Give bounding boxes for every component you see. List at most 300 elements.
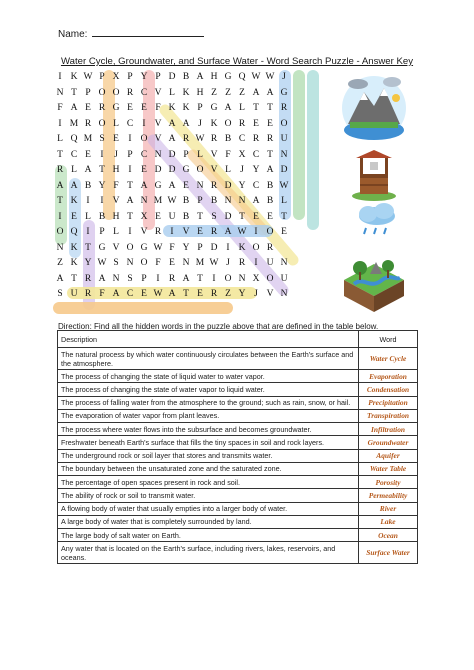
grid-letter[interactable]: B — [182, 211, 190, 222]
grid-letter[interactable]: A — [56, 273, 64, 284]
grid-letter[interactable]: R — [84, 289, 92, 299]
grid-letter[interactable]: X — [238, 149, 246, 160]
grid-letter[interactable]: T — [197, 211, 203, 222]
grid-letter[interactable]: A — [224, 103, 232, 113]
grid-letter[interactable]: K — [70, 196, 78, 206]
grid-letter[interactable]: O — [224, 118, 232, 129]
answer-word-cell: Aquifer — [359, 449, 418, 462]
grid-letter[interactable]: R — [98, 103, 106, 113]
grid-letter[interactable]: R — [238, 118, 246, 129]
grid-letter[interactable]: D — [168, 72, 176, 82]
grid-letter[interactable]: W — [195, 134, 205, 144]
grid-letter[interactable]: R — [280, 103, 288, 113]
answer-word-cell: Permeability — [359, 489, 418, 502]
grid-letter[interactable]: K — [70, 258, 78, 268]
illustrations — [336, 72, 436, 322]
answer-word-cell: Precipitation — [359, 396, 418, 409]
grid-letter[interactable]: Y — [98, 180, 106, 191]
grid-letter[interactable]: V — [210, 165, 218, 175]
grid-letter[interactable]: M — [83, 134, 93, 144]
table-row — [58, 423, 418, 436]
grid-letter[interactable]: P — [197, 103, 203, 113]
grid-letter[interactable]: E — [113, 134, 119, 144]
grid-letter[interactable]: L — [225, 165, 231, 175]
grid-letter[interactable]: C — [126, 118, 134, 129]
grid-letter[interactable]: T — [71, 273, 77, 284]
grid-letter[interactable]: I — [86, 227, 90, 237]
grid-letter[interactable]: F — [169, 242, 175, 253]
grid-letter[interactable]: N — [280, 289, 288, 299]
grid-letter[interactable]: N — [280, 258, 288, 268]
grid-letter[interactable]: G — [98, 242, 106, 253]
rain-cloud-illustration — [354, 202, 400, 236]
grid-letter[interactable]: B — [182, 72, 190, 82]
grid-letter[interactable]: S — [211, 211, 217, 222]
answer-word-cell: Transpiration — [359, 409, 418, 422]
grid-letter[interactable]: A — [168, 180, 176, 191]
grid-letter[interactable]: D — [210, 242, 218, 253]
grid-letter[interactable]: K — [168, 103, 176, 113]
grid-letter[interactable]: A — [168, 134, 176, 144]
grid-letter[interactable]: W — [251, 72, 261, 82]
grid-letter[interactable]: T — [183, 289, 189, 299]
grid-letter[interactable]: Q — [70, 134, 78, 144]
grid-letter[interactable]: C — [252, 180, 260, 191]
grid-letter[interactable]: G — [140, 242, 148, 253]
grid-letter[interactable]: L — [281, 196, 287, 206]
grid-letter[interactable]: E — [267, 118, 273, 129]
grid-letter[interactable]: R — [154, 227, 162, 237]
grid-letter[interactable]: T — [239, 211, 245, 222]
grid-letter[interactable]: J — [240, 165, 244, 175]
grid-letter[interactable]: R — [126, 87, 134, 98]
direction-text: Direction: Find all the hidden words in the puzzle above that are defined in the table below. — [58, 322, 379, 331]
grid-letter[interactable]: A — [252, 87, 260, 98]
grid-letter[interactable]: R — [168, 273, 176, 284]
grid-letter[interactable]: S — [99, 134, 105, 144]
grid-letter[interactable]: A — [70, 103, 78, 113]
word-header: Word — [359, 331, 418, 348]
grid-letter[interactable]: V — [210, 149, 218, 160]
grid-letter[interactable]: H — [210, 72, 218, 82]
grid-letter[interactable]: W — [153, 289, 163, 299]
grid-letter[interactable]: Q — [238, 72, 246, 82]
grid-letter[interactable]: I — [212, 273, 216, 284]
grid-letter[interactable]: D — [224, 211, 232, 222]
grid-letter[interactable]: O — [280, 118, 288, 129]
grid-letter[interactable]: H — [112, 211, 120, 222]
grid-letter[interactable]: G — [182, 165, 190, 175]
grid-letter[interactable]: E — [169, 258, 175, 268]
grid-letter[interactable]: E — [253, 118, 259, 129]
grid-letter[interactable]: I — [142, 118, 146, 129]
grid-letter[interactable]: L — [71, 165, 77, 175]
grid-letter[interactable]: F — [113, 180, 119, 191]
grid-letter[interactable]: I — [156, 273, 160, 284]
grid-letter[interactable]: T — [267, 103, 273, 113]
grid-letter[interactable]: N — [126, 258, 134, 268]
grid-letter[interactable]: F — [155, 103, 161, 113]
grid-letter[interactable]: I — [58, 72, 62, 82]
grid-letter[interactable]: Z — [225, 289, 231, 299]
grid-letter[interactable]: I — [86, 196, 90, 206]
definition-cell: The large body of salt water on Earth. — [58, 529, 359, 542]
grid-letter[interactable]: I — [58, 118, 62, 129]
grid-letter[interactable]: P — [99, 227, 105, 237]
grid-letter[interactable]: E — [141, 165, 147, 175]
grid-letter[interactable]: A — [98, 273, 106, 284]
definition-cell: The process of changing the state of liquid water to water vapor. — [58, 370, 359, 383]
grid-letter[interactable]: P — [197, 196, 203, 206]
grid-letter[interactable]: A — [140, 180, 148, 191]
grid-letter[interactable]: N — [56, 242, 64, 253]
grid-letter[interactable]: V — [112, 196, 120, 206]
grid-letter[interactable]: S — [113, 258, 119, 268]
grid-letter[interactable]: R — [210, 134, 218, 144]
grid-letter[interactable]: T — [281, 211, 287, 222]
grid-letter[interactable]: D — [224, 180, 232, 191]
grid-letter[interactable]: E — [281, 227, 287, 237]
grid-letter[interactable]: E — [253, 211, 259, 222]
grid-letter[interactable]: N — [154, 149, 162, 160]
grid-letter[interactable]: Z — [239, 87, 245, 98]
grid-letter[interactable]: U — [168, 211, 176, 222]
grid-letter[interactable]: P — [127, 149, 133, 160]
grid-letter[interactable]: E — [155, 211, 161, 222]
grid-letter[interactable]: P — [99, 72, 105, 82]
grid-letter[interactable]: E — [197, 227, 203, 237]
grid-letter[interactable]: A — [266, 165, 274, 175]
grid-letter[interactable]: V — [112, 242, 120, 253]
answer-word-cell: Water Table — [359, 462, 418, 475]
grid-letter[interactable]: R — [210, 227, 218, 237]
grid-letter[interactable]: P — [183, 149, 189, 160]
grid-letter[interactable]: D — [280, 165, 288, 175]
grid-letter[interactable]: P — [141, 273, 147, 284]
grid-letter[interactable]: U — [266, 258, 274, 268]
grid-letter[interactable]: C — [140, 149, 148, 160]
table-row — [58, 476, 418, 489]
grid-letter[interactable]: A — [224, 227, 232, 237]
grid-letter[interactable]: Y — [238, 289, 246, 299]
answer-word-cell: River — [359, 502, 418, 515]
grid-letter[interactable]: H — [112, 165, 120, 175]
answer-word-cell: Ocean — [359, 529, 418, 542]
definition-cell: Any water that is located on the Earth's surface, including rivers, lakes, reservoirs, and oceans. — [58, 542, 359, 564]
answer-word-cell: Condensation — [359, 383, 418, 396]
definition-cell: The process of changing the state of water vapor to liquid water. — [58, 383, 359, 396]
grid-letter[interactable]: I — [226, 242, 230, 253]
grid-letter[interactable]: O — [126, 242, 134, 253]
grid-letter[interactable]: R — [56, 165, 64, 175]
grid-letter[interactable]: N — [112, 273, 120, 284]
name-line — [58, 27, 204, 40]
river-island-illustration — [340, 246, 408, 316]
grid-letter[interactable]: L — [85, 211, 91, 222]
grid-letter[interactable]: U — [280, 273, 288, 284]
grid-letter[interactable]: E — [141, 289, 147, 299]
table-row — [58, 502, 418, 515]
grid-letter[interactable]: L — [113, 118, 119, 129]
grid-letter[interactable]: C — [126, 289, 134, 299]
grid-letter[interactable]: G — [112, 103, 120, 113]
definition-cell: The evaporation of water vapor from plant leaves. — [58, 409, 359, 422]
table-row — [58, 370, 418, 383]
grid-letter[interactable]: Y — [140, 72, 148, 82]
grid-letter[interactable]: B — [266, 180, 274, 191]
grid-letter[interactable]: O — [224, 273, 232, 284]
word-search-grid — [53, 70, 333, 318]
grid-letter[interactable]: G — [210, 103, 218, 113]
grid-letter[interactable]: A — [168, 289, 176, 299]
grid-letter[interactable]: N — [280, 149, 288, 160]
water-cycle-illustration — [340, 72, 408, 144]
grid-letter[interactable]: I — [254, 258, 258, 268]
grid-letter[interactable]: F — [57, 103, 63, 113]
grid-letter[interactable]: A — [182, 118, 190, 129]
grid-letter[interactable]: N — [182, 258, 190, 268]
grid-letter[interactable]: X — [112, 72, 120, 82]
grid-letter[interactable]: J — [198, 118, 202, 129]
grid-letter[interactable]: F — [99, 289, 105, 299]
grid-letter[interactable]: Y — [252, 165, 260, 175]
grid-letter[interactable]: B — [84, 180, 92, 191]
definition-cell: The process of falling water from the atmosphere to the ground; such as rain, snow, or hail. — [58, 396, 359, 409]
description-header: Description — [58, 331, 359, 348]
grid-letter[interactable]: L — [239, 103, 245, 113]
grid-letter[interactable]: T — [197, 273, 203, 284]
table-row — [58, 529, 418, 542]
grid-letter[interactable]: W — [237, 227, 247, 237]
grid-letter[interactable]: L — [113, 227, 119, 237]
definition-cell: Freshwater beneath Earth's surface that fills the tiny spaces in soil and rock layers. — [58, 436, 359, 449]
grid-letter[interactable]: E — [85, 149, 91, 160]
table-row — [58, 348, 418, 370]
grid-letter[interactable]: N — [238, 273, 246, 284]
grid-letter[interactable]: O — [98, 87, 106, 98]
grid-letter[interactable]: W — [279, 180, 289, 191]
grid-letter[interactable]: V — [154, 134, 162, 144]
grid-letter[interactable]: W — [209, 258, 219, 268]
grid-letter[interactable]: T — [71, 87, 77, 98]
grid-letter[interactable]: T — [57, 196, 63, 206]
grid-letter[interactable]: X — [252, 273, 260, 284]
grid-letter[interactable]: I — [58, 211, 62, 222]
grid-letter[interactable]: J — [226, 258, 230, 268]
grid-letter[interactable]: W — [153, 242, 163, 253]
grid-letter[interactable]: D — [168, 149, 176, 160]
grid-letter[interactable]: V — [266, 289, 274, 299]
grid-letter[interactable]: I — [100, 196, 104, 206]
grid-letter[interactable]: P — [127, 72, 133, 82]
grid-letter[interactable]: O — [140, 258, 148, 268]
grid-letter[interactable]: U — [70, 289, 78, 299]
grid-letter[interactable]: M — [195, 258, 205, 268]
grid-letter[interactable]: A — [56, 180, 64, 191]
grid-letter[interactable]: T — [267, 149, 273, 160]
grid-letter[interactable]: E — [127, 103, 133, 113]
definition-cell: The natural process by which water continuously circulates between the Earth's surface and the atmosphere. — [58, 348, 359, 370]
grid-letter[interactable]: N — [196, 180, 204, 191]
grid-letter[interactable]: K — [210, 118, 218, 129]
grid-letter[interactable]: I — [170, 227, 174, 237]
grid-letter[interactable]: P — [155, 72, 161, 82]
grid-letter[interactable]: T — [57, 149, 63, 160]
grid-letter[interactable]: V — [154, 118, 162, 129]
answer-word-cell: Groundwater — [359, 436, 418, 449]
grid-letter[interactable]: N — [224, 196, 232, 206]
grid-letter[interactable]: N — [238, 196, 246, 206]
grid-letter[interactable]: B — [266, 196, 274, 206]
grid-letter[interactable]: R — [252, 134, 260, 144]
grid-letter[interactable]: P — [85, 87, 91, 98]
grid-letter[interactable]: K — [182, 87, 190, 98]
grid-letter[interactable]: N — [140, 196, 148, 206]
grid-letter[interactable]: K — [238, 242, 246, 253]
grid-letter[interactable]: C — [140, 87, 148, 98]
grid-letter[interactable]: P — [197, 242, 203, 253]
grid-letter[interactable]: D — [154, 165, 162, 175]
grid-letter[interactable]: R — [182, 134, 190, 144]
grid-letter[interactable]: K — [70, 242, 78, 253]
table-row — [58, 515, 418, 528]
name-blank[interactable] — [92, 27, 204, 37]
grid-letter[interactable]: A — [252, 196, 260, 206]
grid-letter[interactable]: Z — [225, 87, 231, 98]
grid-letter[interactable]: Y — [238, 180, 246, 191]
grid-letter[interactable]: U — [280, 134, 288, 144]
page-title: Water Cycle, Groundwater, and Surface Water - Word Search Puzzle - Answer Key — [60, 56, 414, 67]
grid-letter[interactable]: B — [210, 196, 218, 206]
grid-letter[interactable]: R — [210, 289, 218, 299]
grid-letter[interactable]: E — [183, 180, 189, 191]
letter-grid — [53, 70, 333, 318]
grid-letter[interactable]: E — [71, 211, 77, 222]
grid-letter[interactable]: R — [210, 180, 218, 191]
answer-word-cell: Infiltration — [359, 423, 418, 436]
grid-letter[interactable]: E — [197, 289, 203, 299]
answer-word-cell: Water Cycle — [359, 348, 418, 370]
answer-word-cell: Surface Water — [359, 542, 418, 564]
grid-letter[interactable]: W — [167, 196, 177, 206]
grid-letter[interactable]: G — [280, 87, 288, 98]
grid-letter[interactable]: V — [140, 227, 148, 237]
grid-letter[interactable]: I — [128, 165, 132, 175]
grid-letter[interactable]: V — [182, 227, 190, 237]
grid-letter[interactable]: G — [154, 180, 162, 191]
answer-word-cell: Porosity — [359, 476, 418, 489]
grid-letter[interactable]: O — [140, 134, 148, 144]
grid-letter[interactable]: B — [182, 196, 190, 206]
grid-letter[interactable]: V — [154, 87, 162, 98]
grid-letter[interactable]: A — [112, 289, 120, 299]
grid-letter[interactable]: F — [155, 258, 161, 268]
grid-letter[interactable]: B — [224, 134, 232, 144]
grid-letter[interactable]: I — [128, 134, 132, 144]
grid-letter[interactable]: A — [266, 87, 274, 98]
grid-letter[interactable]: O — [56, 227, 64, 237]
grid-letter[interactable]: L — [57, 134, 63, 144]
grid-letter[interactable]: Z — [211, 87, 217, 98]
grid-letter[interactable]: A — [70, 180, 78, 191]
grid-letter[interactable]: E — [267, 211, 273, 222]
grid-letter[interactable]: Y — [84, 258, 92, 268]
grid-letter[interactable]: S — [127, 273, 133, 284]
definition-cell: The boundary between the unsaturated zone and the saturated zone. — [58, 462, 359, 475]
grid-letter[interactable]: R — [84, 273, 92, 284]
grid-letter[interactable]: C — [238, 134, 246, 144]
definition-cell: The percentage of open spaces present in rock and soil. — [58, 476, 359, 489]
grid-letter[interactable]: J — [254, 289, 258, 299]
grid-letter[interactable]: A — [196, 72, 204, 82]
grid-letter[interactable]: T — [127, 180, 133, 191]
grid-letter[interactable]: R — [238, 258, 246, 268]
grid-letter[interactable]: L — [169, 87, 175, 98]
grid-letter[interactable]: K — [70, 72, 78, 82]
grid-letter[interactable]: J — [114, 149, 118, 160]
grid-letter[interactable]: T — [99, 165, 105, 175]
definition-cell: The ability of rock or soil to transmit water. — [58, 489, 359, 502]
grid-letter[interactable]: Y — [182, 242, 190, 253]
grid-letter[interactable]: E — [85, 103, 91, 113]
grid-letter[interactable]: H — [196, 87, 204, 98]
grid-letter[interactable]: R — [266, 134, 274, 144]
grid-letter[interactable]: A — [84, 165, 92, 175]
definition-cell: The underground rock or soil layer that stores and transmits water. — [58, 449, 359, 462]
grid-letter[interactable]: A — [182, 273, 190, 284]
grid-letter[interactable]: B — [98, 211, 106, 222]
grid-letter[interactable]: I — [254, 227, 258, 237]
grid-letter[interactable]: M — [69, 118, 79, 129]
grid-letter[interactable]: W — [83, 72, 93, 82]
grid-letter[interactable]: K — [182, 103, 190, 113]
grid-letter[interactable]: Q — [70, 227, 78, 237]
grid-letter[interactable]: W — [265, 72, 275, 82]
grid-letter[interactable]: O — [112, 87, 120, 98]
grid-letter[interactable]: C — [252, 149, 260, 160]
grid-letter[interactable]: I — [100, 149, 104, 160]
grid-letter[interactable]: E — [141, 103, 147, 113]
grid-letter[interactable]: O — [266, 273, 274, 284]
grid-letter[interactable]: O — [98, 118, 106, 129]
grid-letter[interactable]: T — [85, 242, 91, 253]
grid-letter[interactable]: R — [84, 118, 92, 129]
grid-letter[interactable]: S — [57, 289, 63, 299]
grid-letter[interactable]: D — [168, 165, 176, 175]
grid-letter[interactable]: G — [224, 72, 232, 82]
grid-letter[interactable]: T — [253, 103, 259, 113]
grid-letter[interactable]: X — [140, 211, 148, 222]
grid-letter[interactable]: C — [70, 149, 78, 160]
grid-letter[interactable]: M — [153, 196, 163, 206]
grid-letter[interactable]: L — [197, 149, 203, 160]
grid-letter[interactable]: I — [128, 227, 132, 237]
grid-letter[interactable]: J — [282, 72, 286, 82]
grid-letter[interactable]: O — [252, 242, 260, 253]
grid-letter[interactable]: A — [168, 118, 176, 129]
definitions-table — [57, 330, 418, 564]
grid-letter[interactable]: W — [97, 258, 107, 268]
grid-letter[interactable]: A — [126, 196, 134, 206]
grid-letter[interactable]: R — [266, 242, 274, 253]
grid-letter[interactable]: N — [56, 87, 64, 98]
grid-letter[interactable]: O — [266, 227, 274, 237]
grid-letter[interactable]: T — [127, 211, 133, 222]
table-row — [58, 396, 418, 409]
grid-letter[interactable]: O — [196, 165, 204, 175]
grid-letter[interactable]: F — [225, 149, 231, 160]
grid-letter[interactable]: Z — [57, 258, 63, 268]
